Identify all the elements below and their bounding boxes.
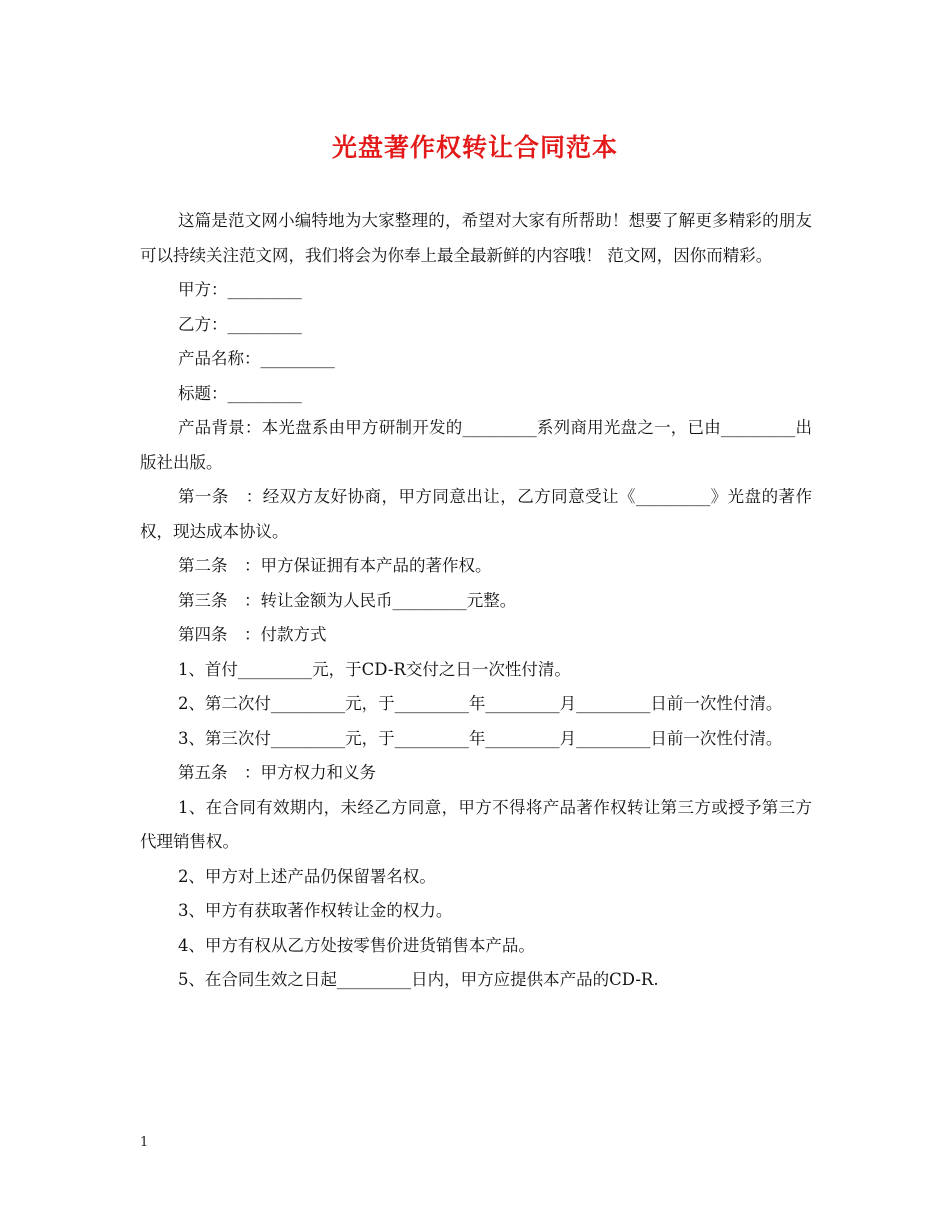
rights-item-1: 1、在合同有效期内，未经乙方同意，甲方不得将产品著作权转让第三方或授予第三方代理销售权。 xyxy=(140,797,812,851)
article-5-heading: 第五条 ：甲方权力和义务 xyxy=(177,763,376,782)
rights-item-5: 5、在合同生效之日起_________日内，甲方应提供本产品的CD-R. xyxy=(177,970,659,989)
rights-item-3: 3、甲方有获取著作权转让金的权力。 xyxy=(177,901,453,920)
payment-item-2: 2、第二次付_________元，于_________年_________月_________日前一次性付清。 xyxy=(177,694,783,713)
title-field: 标题：_________ xyxy=(177,383,302,403)
intro-paragraph: 这篇是范文网小编特地为大家整理的，希望对大家有所帮助！想要了解更多精彩的朋友可以持续关注范文网，我们将会为你奉上最全最新鲜的内容哦！ 范文网，因你而精彩。 xyxy=(140,211,812,265)
rights-item-4: 4、甲方有权从乙方处按零售价进货销售本产品。 xyxy=(177,935,535,955)
party-a-field: 甲方：_________ xyxy=(177,280,302,299)
document-body xyxy=(140,204,812,998)
product-name-field: 产品名称：_________ xyxy=(177,349,335,368)
product-background-paragraph: 产品背景：本光盘系由甲方研制开发的_________系列商用光盘之一，已由_________出版社出版。 xyxy=(140,418,812,472)
article-2: 第二条 ：甲方保证拥有本产品的著作权。 xyxy=(177,556,492,575)
party-b-field: 乙方：_________ xyxy=(177,314,302,334)
rights-item-2: 2、甲方对上述产品仍保留署名权。 xyxy=(177,866,436,886)
payment-item-1: 1、首付_________元，于CD-R交付之日一次性付清。 xyxy=(177,659,571,679)
article-4-heading: 第四条 ：付款方式 xyxy=(177,625,327,644)
payment-item-3: 3、第三次付_________元，于_________年_________月_________日前一次性付清。 xyxy=(177,728,783,748)
page-number: 1 xyxy=(140,1135,149,1150)
article-1: 第一条 ：经双方友好协商，甲方同意出让，乙方同意受让《_________》光盘的著作权，现达成本协议。 xyxy=(140,487,812,541)
document-title: 光盘著作权转让合同范本 xyxy=(331,133,618,162)
article-3: 第三条 ：转让金额为人民币_________元整。 xyxy=(177,590,517,610)
